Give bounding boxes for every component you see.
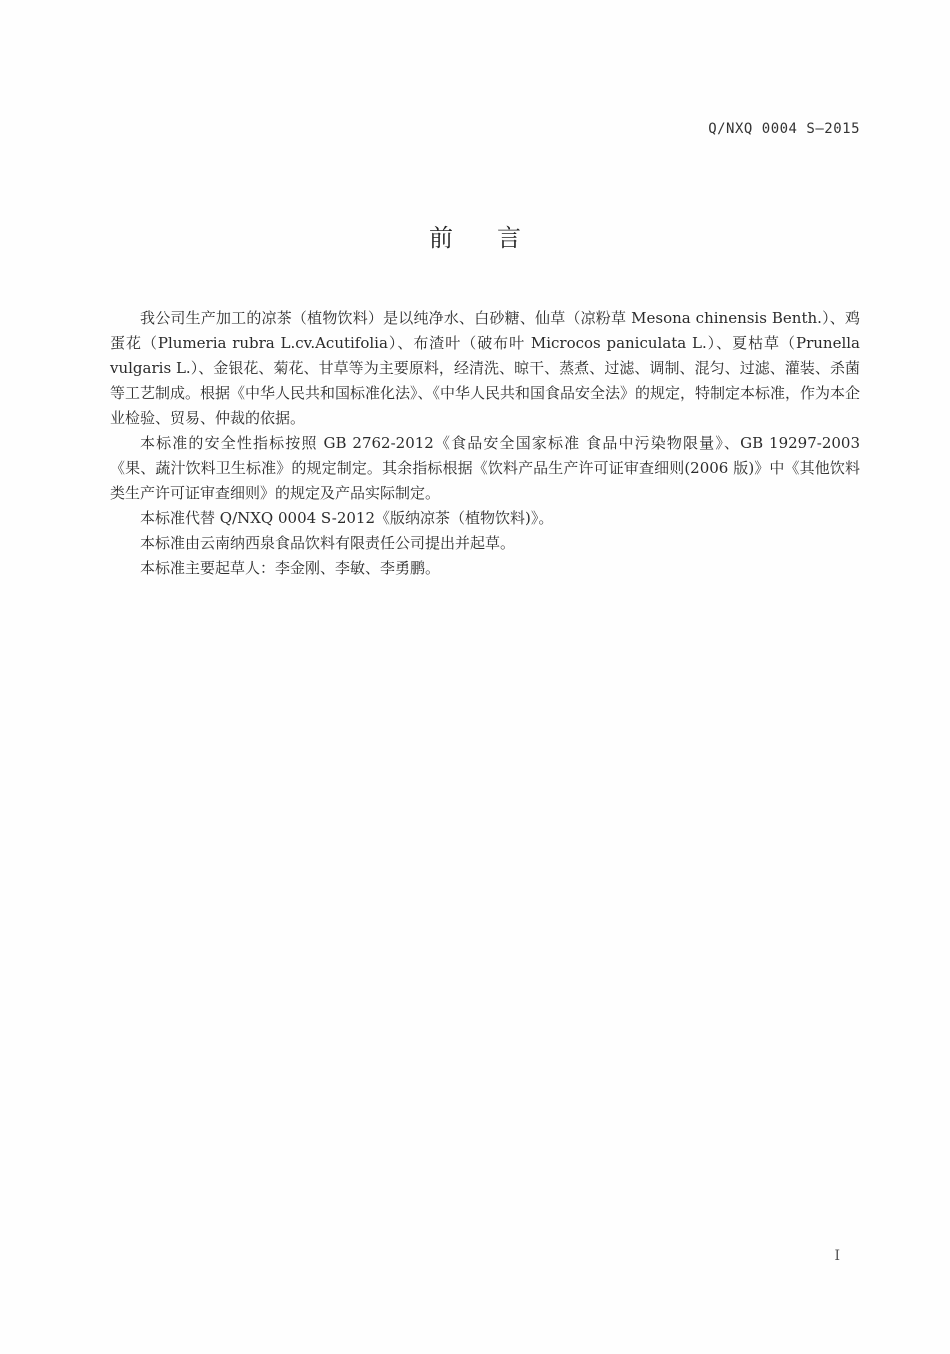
standard-code: Q/NXQ 0004 S—2015 xyxy=(708,121,860,137)
preface-body xyxy=(110,306,860,581)
paragraph-2: 本标准的安全性指标按照 GB 2762-2012《食品安全国家标准 食品中污染物限量》、GB 19297-2003《果、蔬汁饮料卫生标准》的规定制定。其余指标根据《饮料产品生产许可证审查细则(2006 版)》中《其他饮料类生产许可证审查细则》的规定及产品实际制定。 xyxy=(110,434,860,502)
paragraph-1: 我公司生产加工的凉茶（植物饮料）是以纯净水、白砂糖、仙草（凉粉草 Mesona chinensis Benth.）、鸡蛋花（Plumeria rubra L.cv.Acutifolia）、布渣叶（破布叶 Microcos paniculata L.）、夏枯草（Prunella vulgaris L.）、金银花、菊花、甘草等为主要原料，经清洗、晾干、蒸煮、过滤、调制、混匀、过滤、灌装、杀菌等工艺制成。根据《中华人民共和国标准化法》、《中华人民共和国食品安全法》的规定，特制定本标准，作为本企业检验、贸易、仲裁的依据。 xyxy=(110,309,861,427)
page-number: I xyxy=(834,1248,840,1264)
page-title: 前言 xyxy=(429,224,565,252)
paragraph-3: 本标准代替 Q/NXQ 0004 S-2012《版纳凉茶（植物饮料)》。 xyxy=(140,509,554,527)
paragraph-5: 本标准主要起草人：李金刚、李敏、李勇鹏。 xyxy=(140,559,441,577)
paragraph-4: 本标准由云南纳西泉食品饮料有限责任公司提出并起草。 xyxy=(140,534,516,552)
